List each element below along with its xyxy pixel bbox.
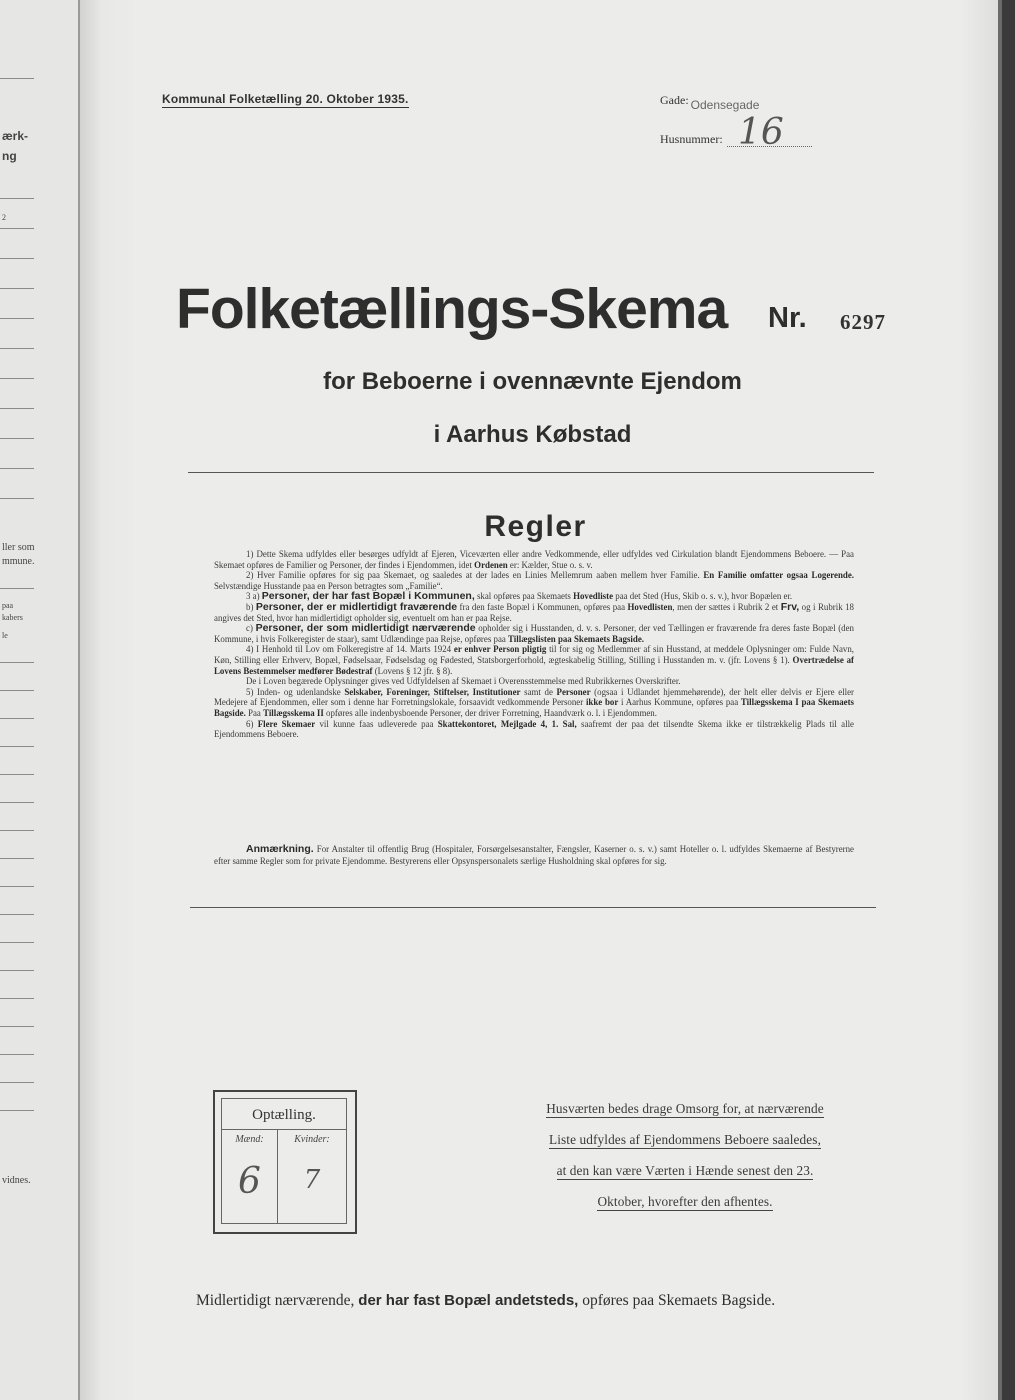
prev-rule — [0, 774, 34, 775]
notice-line: Oktober, hvorefter den afhentes. — [597, 1194, 773, 1209]
form-number-value: 6297 — [840, 310, 886, 334]
street-label: Gade: — [660, 93, 689, 107]
prev-rule — [0, 830, 34, 831]
divider — [190, 907, 876, 908]
count-box-inner — [221, 1098, 347, 1224]
prev-rule — [0, 288, 34, 289]
prev-fragment: paa — [2, 601, 14, 610]
prev-rule — [0, 1110, 34, 1111]
prev-rule — [0, 690, 34, 691]
prev-rule — [0, 408, 34, 409]
prev-fragment: ng — [2, 149, 17, 163]
rule-3b: b) Personer, der er midlertidigt fraværende fra den faste Bopæl i Kommunen, opføres paa Hovedlisten, men der sættes i Rubrik 2 et Frv, og i Rubrik 18 angives det Sted, hvor han midlertidigt opholder sig, eventuelt om han er paa Rejse. — [214, 600, 854, 623]
count-title: Optælling. — [252, 1107, 316, 1123]
notice-line: Liste udfyldes af Ejendommens Beboere saaledes, — [548, 1132, 822, 1147]
prev-rule — [0, 1082, 34, 1083]
men-count: 6 — [238, 1161, 261, 1202]
rule-4: 4) I Henhold til Lov om Folkeregistre af 14. Marts 1924 er enhver Person pligtig til for sig og Medlemmer af sin Husstand, at meddele Oplysninger om: Fulde Navn, Køn, Stilling eller Erhverv, Bopæl, Fødselsaar, Fødselsdag og Fødested, Statsborgerforhold, ægteskabelig Stilling, Stilling i Husstanden m. v. (jfr. Lovens § 1). Overtrædelse af Lovens Bestemmelser medfører Bødestraf (Lovens § 12 jfr. § 8). — [214, 644, 855, 676]
street-field — [660, 93, 760, 112]
form-subtitle: for Beboerne i ovennævnte Ejendom — [323, 368, 742, 395]
rules-heading: Regler — [484, 510, 587, 543]
prev-rule — [0, 970, 34, 971]
prev-fragment: mmune. — [2, 556, 35, 567]
prev-rule — [0, 746, 34, 747]
landlord-notice — [514, 1096, 856, 1220]
prev-rule — [0, 886, 34, 887]
prev-rule — [0, 1054, 34, 1055]
prev-rule — [0, 198, 34, 199]
prev-fragment: vidnes. — [2, 1175, 31, 1186]
prev-fragment: ærk- — [2, 129, 29, 143]
prev-rule — [0, 718, 34, 719]
women-count: 7 — [303, 1165, 321, 1195]
prev-rule — [0, 498, 34, 499]
street-value: Odensegade — [690, 98, 760, 112]
form-subtitle-city: i Aarhus Købstad — [433, 421, 632, 448]
prev-rule — [0, 942, 34, 943]
prev-rule — [0, 348, 34, 349]
rule-3a: 3 a) Personer, der har fast Bopæl i Kommunen, skal opføres paa Skemaets Hovedliste paa det Sted (Hus, Skib o. s. v.), hvor Bopælen er. — [246, 590, 793, 603]
men-label: Mænd: — [235, 1134, 264, 1145]
prev-rule — [0, 318, 34, 319]
annotation-text: For Anstalter til offentlig Brug (Hospitaler, Forsørgelsesanstalter, Fængsler, Kaserner o. s. v.) samt Hoteller o. l. udfyldes Skemaerne af Bestyrerne efter samme Regler som for private Ejendomme. Bestyrerens eller Opsynspersonalets særlige Husholdning skal opføres for sig. — [214, 844, 854, 867]
rule-3c: c) Personer, der som midlertidigt nærværende opholder sig i Husstanden, d. v. s. Personer, der ved Tællingen er fraværende fra deres faste Bopæl (den Kommune, i hvis Folkeregister de staar), samt Udlændinge paa Rejse, opføres paa Tillægslisten paa Skemaets Bagside. — [214, 622, 854, 644]
prev-rule — [0, 998, 34, 999]
rules-text — [214, 549, 854, 740]
rule-5: 5) Inden- og udenlandske Selskaber, Foreninger, Stiftelser, Institutioner samt de Personer (ogsaa i Udlandet hjemmehørende), der helt eller delvis er Ejere eller Medejere af Ejendommen, eller som i denne har Forretningslokale, forsaavidt vedkommende Personer ikke bor i Aarhus Kommune, opføres paa Tillægsskema I paa Skemaets Bagside. Paa Tillægsskema II opføres alle indenbysboende Personer, der driver Forretning, Haandværk o. l. i Ejendommen. — [214, 686, 854, 718]
rule-4-note: De i Loven begærede Oplysninger gives ved Udfyldelsen af Skemaet i Overensstemmelse med Rubrikkernes Overskrifter. — [246, 676, 681, 687]
divider — [188, 472, 874, 473]
prev-rule — [0, 914, 34, 915]
prev-rule — [0, 802, 34, 803]
count-divider — [222, 1129, 346, 1130]
binding-edge-highlight — [998, 0, 1002, 1400]
house-number-value: 16 — [738, 112, 784, 153]
house-number-label: Husnummer: — [660, 132, 723, 146]
census-header: Kommunal Folketælling 20. Oktober 1935. — [162, 92, 409, 106]
women-label: Kvinder: — [294, 1134, 330, 1145]
notice-line: Husværten bedes drage Omsorg for, at nærværende — [546, 1101, 824, 1116]
annotation-note — [214, 843, 854, 867]
prev-rule — [0, 662, 34, 663]
prev-fragment: kabers — [2, 613, 23, 622]
prev-rule — [0, 78, 34, 79]
rule-6: 6) Flere Skemaer vil kunne faas udleverede paa Skattekontoret, Mejlgade 4, 1. Sal, saafremt der paa det tilsendte Skema ikke er tilstrækkelig Plads til alle Ejendommens Beboere. — [214, 718, 854, 740]
prev-rule — [0, 1026, 34, 1027]
prev-fragment: 2 — [2, 213, 6, 222]
prev-fragment: ller som — [2, 542, 35, 553]
notice-line: at den kan være Værten i Hænde senest den 23. — [556, 1163, 814, 1178]
rule-1: 1) Dette Skema udfyldes eller besørges udfyldt af Ejeren, Viceværten eller andre Vedkommende, eller udfyldes ved Cirkulation blandt Ejendommens Beboere. — Paa Skemaet opføres de Familier og Personer, der findes i Ejendommen, idet Ordenen er: Kælder, Stue o. s. v. — [214, 549, 854, 570]
previous-page-strip — [0, 0, 81, 1400]
form-number-label: Nr. — [768, 302, 807, 334]
prev-rule — [0, 258, 34, 259]
house-number-field — [660, 132, 812, 147]
prev-rule — [0, 858, 34, 859]
footer-note: Midlertidigt nærværende, der har fast Bopæl andetsteds, opføres paa Skemaets Bagside. — [196, 1292, 776, 1309]
annotation-label: Anmærkning. — [246, 843, 314, 855]
form-title: Folketællings-Skema — [176, 277, 728, 341]
rule-2: 2) Hver Familie opføres for sig paa Skemaet, og saaledes at der lades en Linies Mellemrum aaben mellem hver Familie. En Familie omfatter ogsaa Logerende. Selvstændige Husstande paa en Person betragtes som „Familie“. — [214, 570, 855, 591]
prev-rule — [0, 228, 34, 229]
prev-fragment: le — [2, 631, 8, 640]
count-box — [213, 1090, 357, 1234]
prev-rule — [0, 468, 34, 469]
prev-rule — [0, 588, 34, 589]
